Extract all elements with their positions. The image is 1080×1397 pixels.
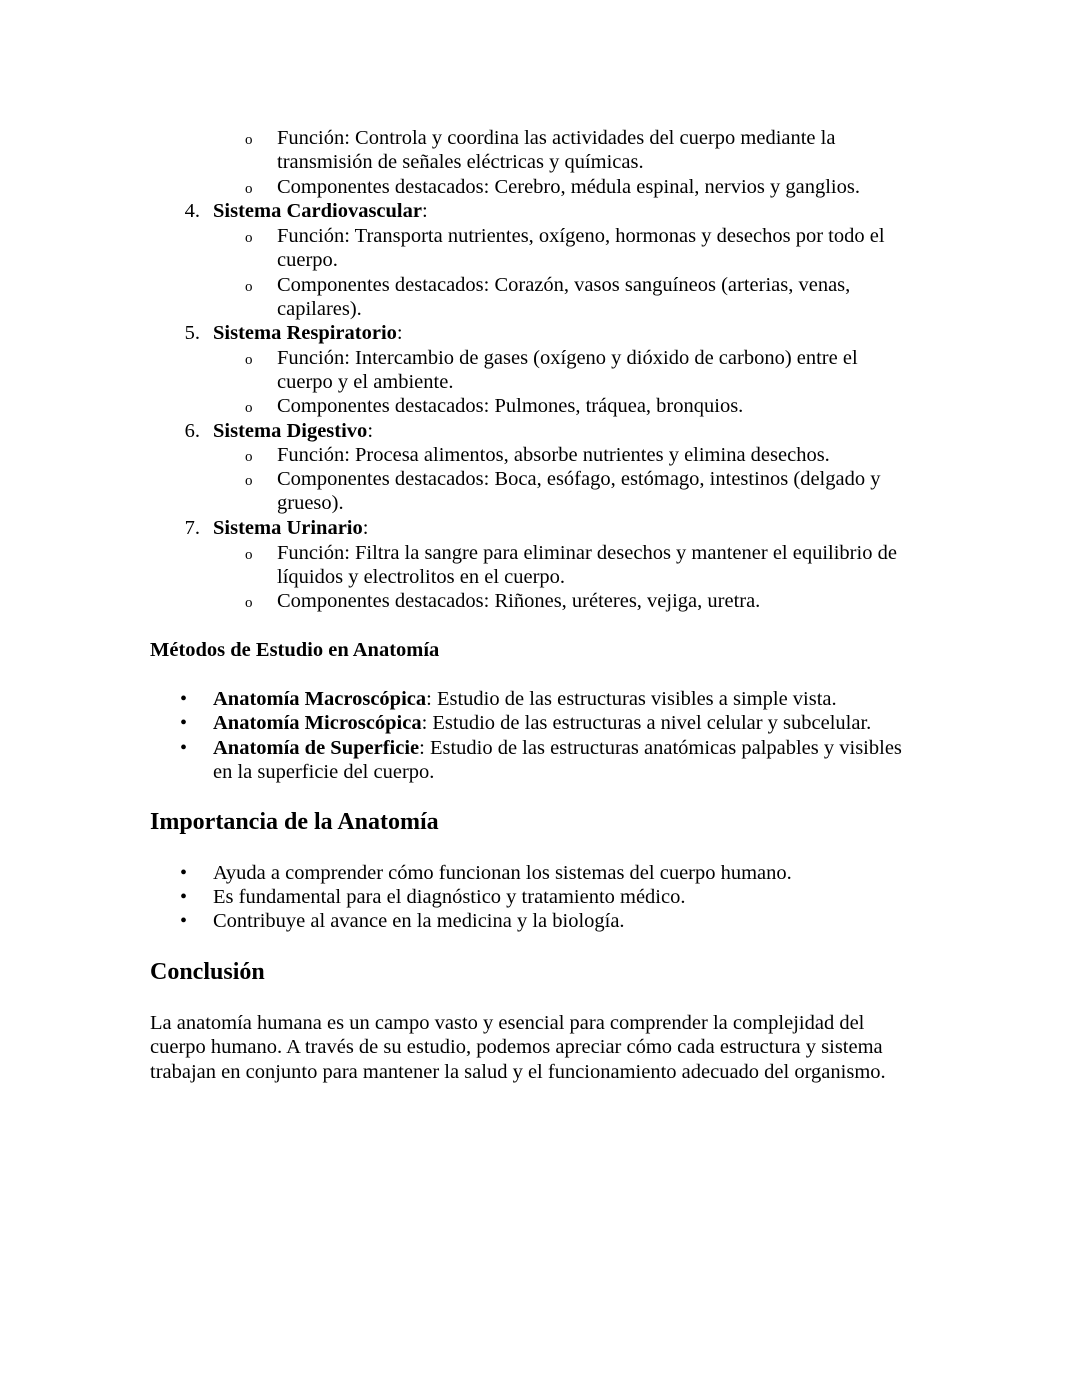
urin-funcion-line1: Función: Filtra la sangre para eliminar desechos y mantener el equilibrio de	[277, 542, 897, 564]
methods-heading: Métodos de Estudio en Anatomía	[150, 639, 440, 661]
colon: :	[367, 420, 374, 442]
cardio-componentes-line1: Componentes destacados: Corazón, vasos sanguíneos (arterias, venas,	[277, 274, 851, 296]
bullet-marker: •	[180, 910, 188, 932]
method-text: : Estudio de las estructuras anatómicas palpables y visibles	[419, 737, 902, 759]
bullet-marker: •	[180, 737, 188, 759]
method-term: Anatomía Macroscópica	[213, 688, 427, 710]
list-number: 5.	[184, 322, 200, 344]
resp-componentes: Componentes destacados: Pulmones, tráquea, bronquios.	[277, 395, 744, 417]
conclusion-line2: cuerpo humano. A través de su estudio, podemos apreciar cómo cada estructura y sistema	[150, 1036, 883, 1058]
sub-bullet-marker: o	[245, 230, 253, 246]
method-item	[213, 711, 871, 735]
digest-componentes-line1: Componentes destacados: Boca, esófago, estómago, intestinos (delgado y	[277, 468, 881, 490]
sub-bullet-marker: o	[245, 449, 253, 465]
sub-bullet-marker: o	[245, 595, 253, 611]
cardio-componentes-line2: capilares).	[277, 298, 362, 320]
system-title-cardiovascular	[213, 199, 428, 223]
nervous-funcion-line2: transmisión de señales eléctricas y químicas.	[277, 151, 644, 173]
sub-bullet-marker: o	[245, 547, 253, 563]
bullet-marker: •	[180, 862, 188, 884]
sub-bullet-marker: o	[245, 132, 253, 148]
sub-bullet-marker: o	[245, 473, 253, 489]
digest-componentes-line2: grueso).	[277, 492, 344, 514]
colon: :	[396, 322, 403, 344]
method-item-continuation: en la superficie del cuerpo.	[213, 761, 435, 783]
conclusion-heading: Conclusión	[150, 959, 265, 985]
method-term: Anatomía de Superficie	[213, 737, 420, 759]
sub-bullet-marker: o	[245, 181, 253, 197]
urin-funcion-line2: líquidos y electrolitos en el cuerpo.	[277, 566, 566, 588]
colon: :	[421, 200, 428, 222]
method-text: : Estudio de las estructuras a nivel celular y subcelular.	[421, 712, 872, 734]
list-number: 6.	[184, 420, 200, 442]
list-number: 4.	[184, 200, 200, 222]
system-name: Sistema Digestivo	[213, 420, 368, 442]
system-title-digestivo	[213, 419, 373, 443]
importance-item: Ayuda a comprender cómo funcionan los sistemas del cuerpo humano.	[213, 862, 792, 884]
importance-item: Es fundamental para el diagnóstico y tratamiento médico.	[213, 886, 686, 908]
resp-funcion-line1: Función: Intercambio de gases (oxígeno y dióxido de carbono) entre el	[277, 347, 858, 369]
digest-funcion: Función: Procesa alimentos, absorbe nutrientes y elimina desechos.	[277, 444, 830, 466]
bullet-marker: •	[180, 688, 188, 710]
nervous-componentes: Componentes destacados: Cerebro, médula espinal, nervios y ganglios.	[277, 176, 860, 198]
conclusion-line3: trabajan en conjunto para mantener la salud y el funcionamiento adecuado del organismo.	[150, 1061, 886, 1083]
system-name: Sistema Cardiovascular	[213, 200, 422, 222]
sub-bullet-marker: o	[245, 400, 253, 416]
importance-heading: Importancia de la Anatomía	[150, 809, 439, 835]
resp-funcion-line2: cuerpo y el ambiente.	[277, 371, 454, 393]
cardio-funcion-line2: cuerpo.	[277, 249, 338, 271]
system-name: Sistema Respiratorio	[213, 322, 397, 344]
method-item	[213, 687, 837, 711]
system-title-respiratorio	[213, 321, 403, 345]
colon: :	[362, 517, 369, 539]
sub-bullet-marker: o	[245, 279, 253, 295]
sub-bullet-marker: o	[245, 352, 253, 368]
method-text: : Estudio de las estructuras visibles a simple vista.	[426, 688, 837, 710]
conclusion-line1: La anatomía humana es un campo vasto y esencial para comprender la complejidad del	[150, 1012, 865, 1034]
bullet-marker: •	[180, 886, 188, 908]
system-name: Sistema Urinario	[213, 517, 363, 539]
method-term: Anatomía Microscópica	[213, 712, 422, 734]
importance-item: Contribuye al avance en la medicina y la biología.	[213, 910, 625, 932]
system-title-urinario	[213, 516, 368, 540]
method-item	[213, 736, 902, 760]
cardio-funcion-line1: Función: Transporta nutrientes, oxígeno, hormonas y desechos por todo el	[277, 225, 885, 247]
urin-componentes: Componentes destacados: Riñones, uréteres, vejiga, uretra.	[277, 590, 761, 612]
bullet-marker: •	[180, 712, 188, 734]
nervous-funcion-line1: Función: Controla y coordina las actividades del cuerpo mediante la	[277, 127, 836, 149]
list-number: 7.	[184, 517, 200, 539]
